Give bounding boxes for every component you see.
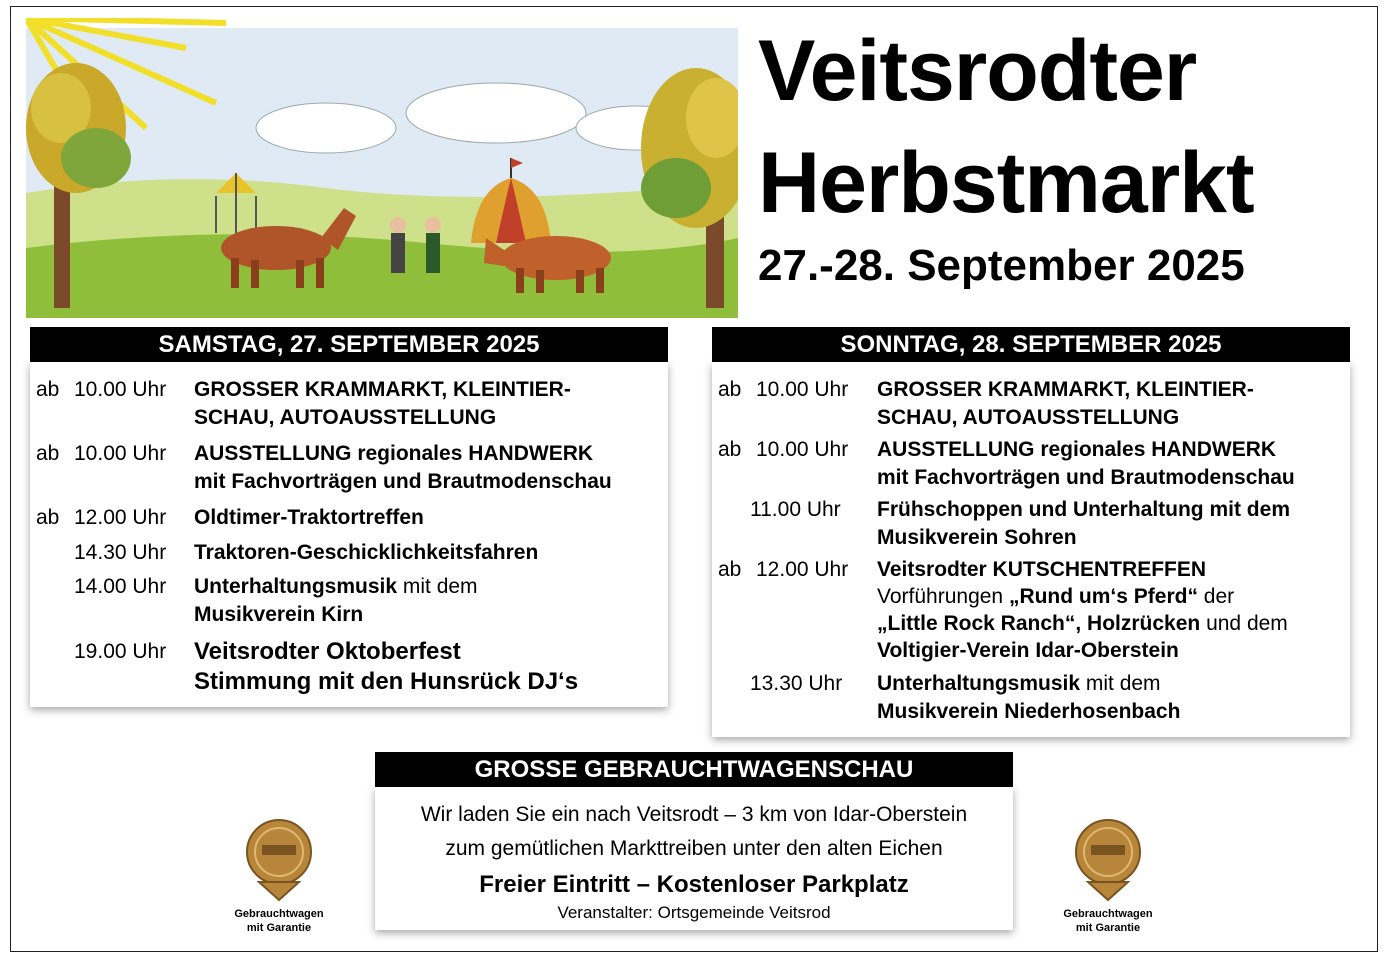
event-title: Traktoren-Geschicklichkeitsfahren <box>194 541 539 564</box>
sunday-schedule <box>712 362 1350 737</box>
event-subtitle: mit Fachvorträgen und Brautmodenschau <box>194 470 612 493</box>
guarantee-seal-left <box>224 812 334 935</box>
title-line-1: Veitsrodter <box>758 23 1197 119</box>
event-subtitle: Musikverein Niederhosenbach <box>877 700 1181 723</box>
time: 14.00 Uhr <box>74 575 167 598</box>
seal-caption-line-1: Gebrauchtwagen <box>1063 908 1153 920</box>
time: 12.00 Uhr <box>756 558 849 581</box>
event-detail: „Little Rock Ranch“, Holzrücken und dem <box>877 612 1288 635</box>
saturday-schedule <box>30 362 668 707</box>
seal-caption-line-1: Gebrauchtwagen <box>234 908 324 920</box>
event-title: GROSSER KRAMMARKT, KLEINTIER- <box>877 378 1254 401</box>
time-prefix: ab <box>36 442 60 465</box>
time: 10.00 Uhr <box>756 438 849 461</box>
time-prefix: ab <box>718 378 742 401</box>
time: 10.00 Uhr <box>756 378 849 401</box>
event-title: SCHAU, AUTOAUSSTELLUNG <box>877 406 1180 429</box>
event-title: Veitsrodter KUTSCHENTREFFEN <box>877 558 1207 581</box>
event-detail: Voltigier-Verein Idar-Oberstein <box>877 639 1179 662</box>
event-subtitle: Musikverein Sohren <box>877 526 1077 549</box>
time: 10.00 Uhr <box>74 378 167 401</box>
time: 11.00 Uhr <box>750 498 841 521</box>
guarantee-seal-right <box>1053 812 1163 935</box>
time-prefix: ab <box>36 506 60 529</box>
saturday-heading: SAMSTAG, 27. SEPTEMBER 2025 <box>30 327 668 362</box>
invitation-line-2: zum gemütlichen Markttreiben unter den alten Eichen <box>445 837 943 860</box>
invitation-line-1: Wir laden Sie ein nach Veitsrodt – 3 km von Idar-Oberstein <box>420 803 968 826</box>
event-title: Veitsrodter Oktoberfest <box>194 638 461 665</box>
free-entry-line: Freier Eintritt – Kostenloser Parkplatz <box>479 871 909 898</box>
seal-caption-line-2: mit Garantie <box>246 922 312 934</box>
time: 12.00 Uhr <box>74 506 167 529</box>
event-subtitle: mit Fachvorträgen und Brautmodenschau <box>877 466 1295 489</box>
event-title: AUSSTELLUNG regionales HANDWERK <box>194 442 594 465</box>
time: 14.30 Uhr <box>74 541 167 564</box>
time-prefix: ab <box>718 438 742 461</box>
title-line-2: Herbstmarkt <box>758 135 1254 231</box>
time-prefix: ab <box>36 378 60 401</box>
time-prefix: ab <box>718 558 742 581</box>
used-car-show-heading: GROSSE GEBRAUCHTWAGENSCHAU <box>375 752 1013 787</box>
seal-icon <box>1073 812 1143 902</box>
time: 10.00 Uhr <box>74 442 167 465</box>
seal-icon <box>244 812 314 902</box>
sunday-heading: SONNTAG, 28. SEPTEMBER 2025 <box>712 327 1350 362</box>
seal-caption-line-2: mit Garantie <box>1075 922 1141 934</box>
event-title: Frühschoppen und Unterhaltung mit dem <box>877 498 1290 521</box>
event-title: AUSSTELLUNG regionales HANDWERK <box>877 438 1277 461</box>
market-illustration <box>26 18 738 318</box>
event-title: Oldtimer-Traktortreffen <box>194 506 424 529</box>
event-title: Unterhaltungsmusik mit dem <box>877 672 1161 695</box>
event-title: Unterhaltungsmusik mit dem <box>194 575 478 598</box>
event-subtitle: Musikverein Kirn <box>194 603 364 626</box>
event-dates: 27.-28. September 2025 <box>758 241 1245 290</box>
organizer-line: Veranstalter: Ortsgemeinde Veitsrod <box>557 903 831 922</box>
event-subtitle: Stimmung mit den Hunsrück DJ‘s <box>194 668 579 695</box>
event-title: GROSSER KRAMMARKT, KLEINTIER- <box>194 378 571 401</box>
invitation-box <box>375 787 1013 930</box>
time: 13.30 Uhr <box>750 672 843 695</box>
event-title: SCHAU, AUTOAUSSTELLUNG <box>194 406 497 429</box>
time: 19.00 Uhr <box>74 640 167 663</box>
event-detail: Vorführungen „Rund um‘s Pferd“ der <box>877 585 1235 608</box>
